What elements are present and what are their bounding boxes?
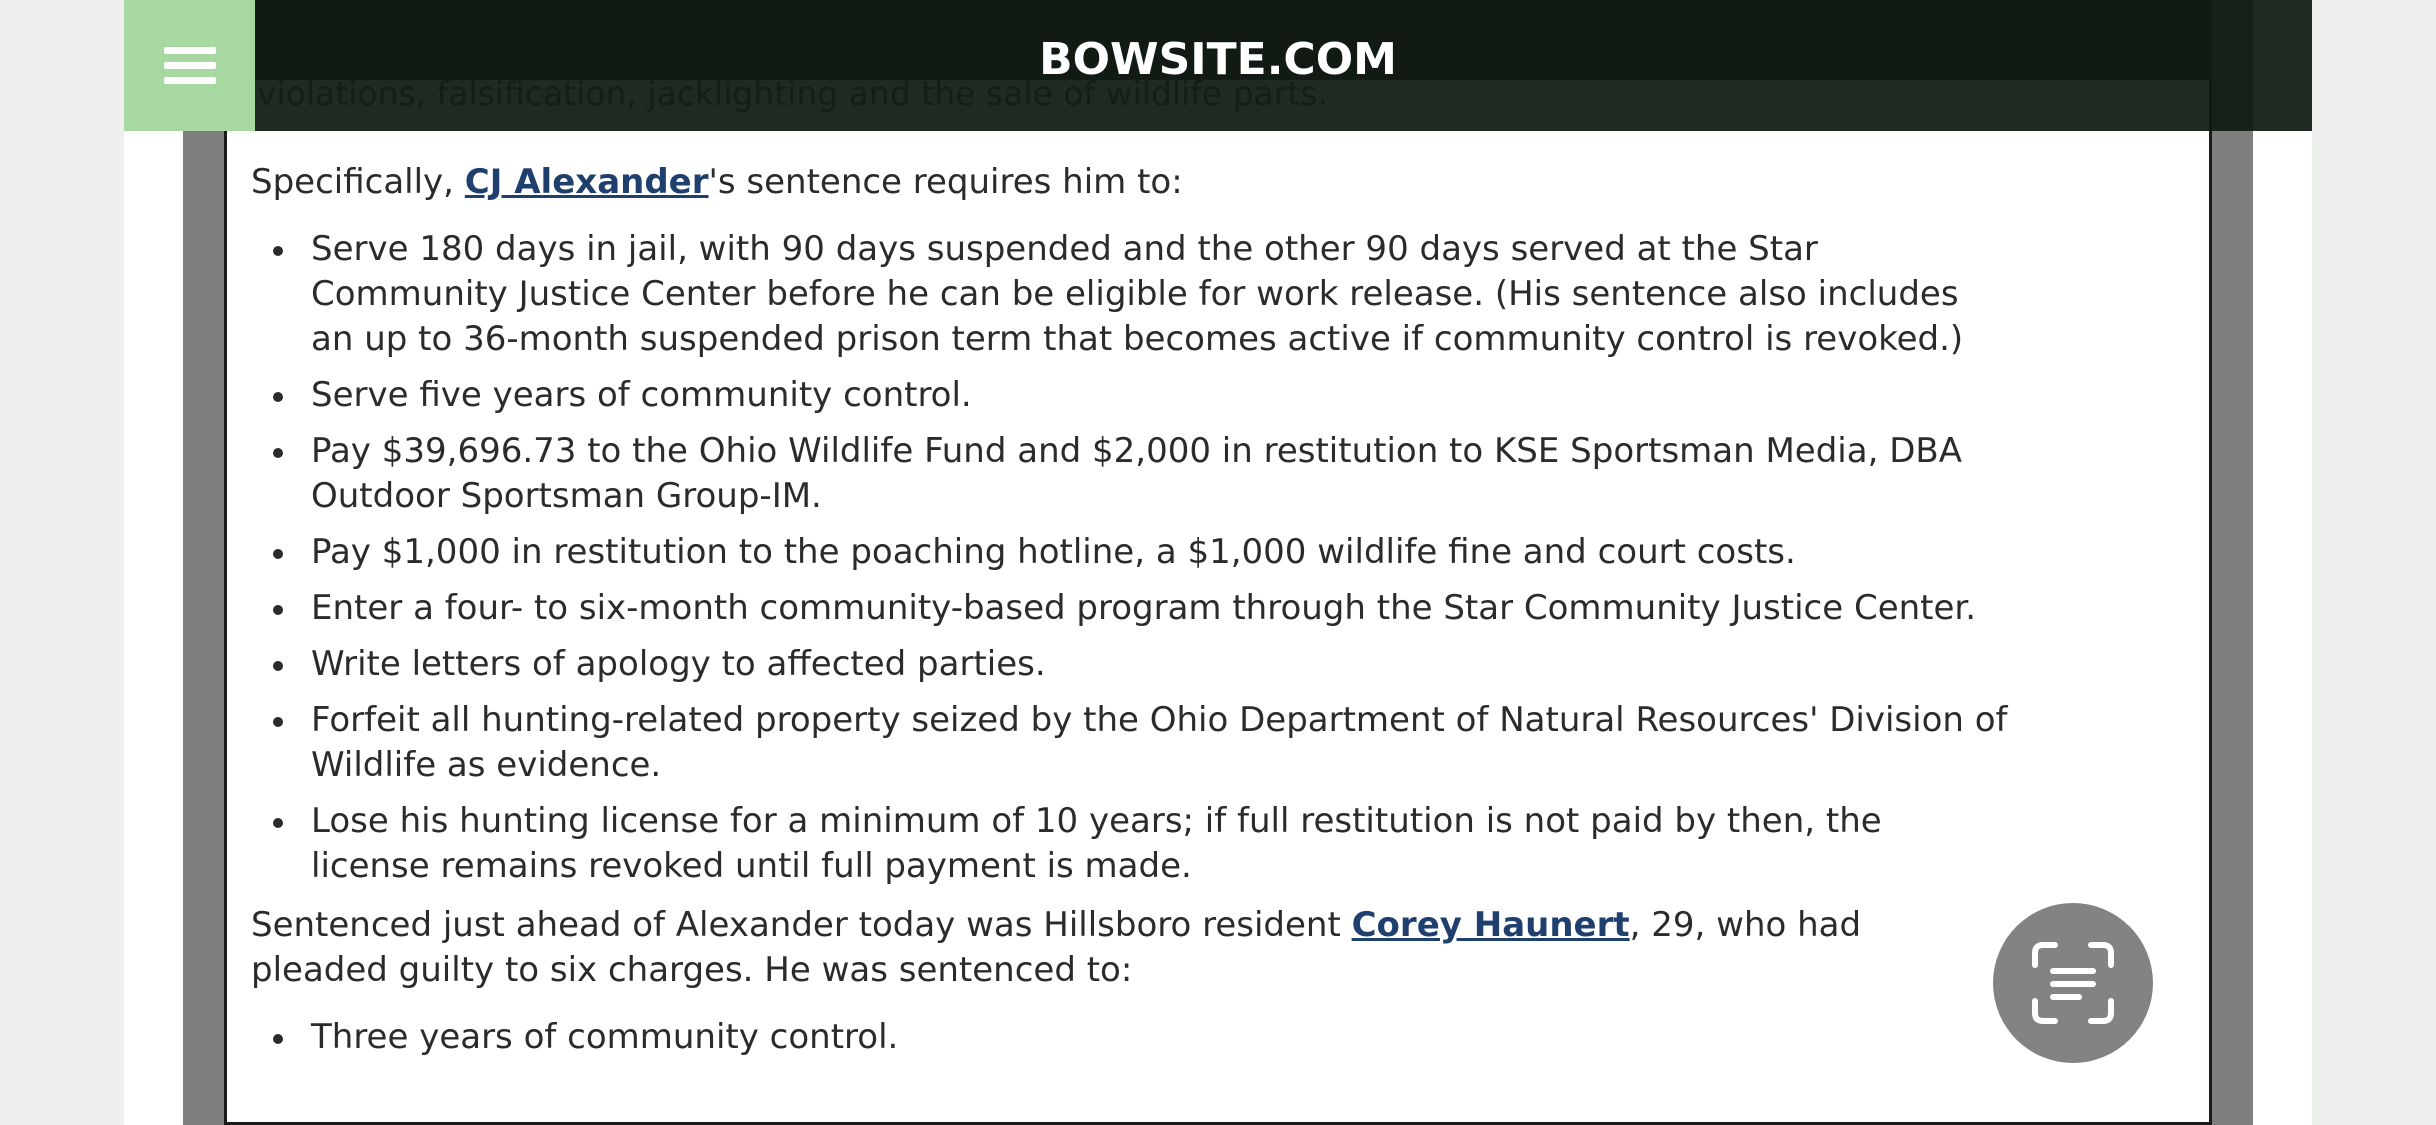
list-item: Serve 180 days in jail, with 90 days suspended and the other 90 days served at the Star Community Justice Center before he can be eligible for work release. (His sentence also includes an up to 36-month suspended prison term that becomes active if community control is revoked.) [251,227,2011,362]
menu-button[interactable] [124,0,255,131]
list-item: Write letters of apology to affected parties. [251,642,2011,687]
list-item: Pay $1,000 in restitution to the poaching hotline, a $1,000 wildlife fine and court costs. [251,530,2011,575]
hamburger-menu-icon [164,39,216,92]
list-item: Forfeit all hunting-related property seized by the Ohio Department of Natural Resources' Division of Wildlife as evidence. [251,698,2011,788]
bullet-icon [273,717,283,727]
bullet-icon [273,605,283,615]
bullet-icon [273,392,283,402]
bullet-icon [273,448,283,458]
bullet-icon [273,246,283,256]
bullet-icon [273,818,283,828]
article-body [251,160,2011,1071]
bullet-icon [273,1034,283,1044]
list-item: Pay $39,696.73 to the Ohio Wildlife Fund and $2,000 in restitution to KSE Sportsman Media, DBA Outdoor Sportsman Group-IM. [251,429,2011,519]
list-item: Serve five years of community control. [251,373,2011,418]
intro-paragraph: Specifically, CJ Alexander's sentence requires him to: [251,162,1183,202]
sentence-list [251,227,2011,889]
list-item: Three years of community control. [251,1015,2011,1060]
haunert-paragraph: Sentenced just ahead of Alexander today was Hillsboro resident Corey Haunert, 29, who had pleaded guilty to six charges. He was sentenced to: [251,905,1862,990]
bullet-icon [273,661,283,671]
list-item: Lose his hunting license for a minimum of 10 years; if full restitution is not paid by then, the license remains revoked until full payment is made. [251,799,2011,889]
bullet-icon [273,549,283,559]
cj-alexander-link[interactable]: CJ Alexander [464,162,709,202]
site-title[interactable]: BOWSITE.COM [1039,34,1397,85]
text-scan-button[interactable] [1993,903,2153,1063]
corey-haunert-link[interactable]: Corey Haunert [1351,905,1630,945]
text-scan-icon [2031,941,2115,1025]
second-sentence-list [251,1015,2011,1060]
list-item: Enter a four- to six-month community-based program through the Star Community Justice Center. [251,586,2011,631]
